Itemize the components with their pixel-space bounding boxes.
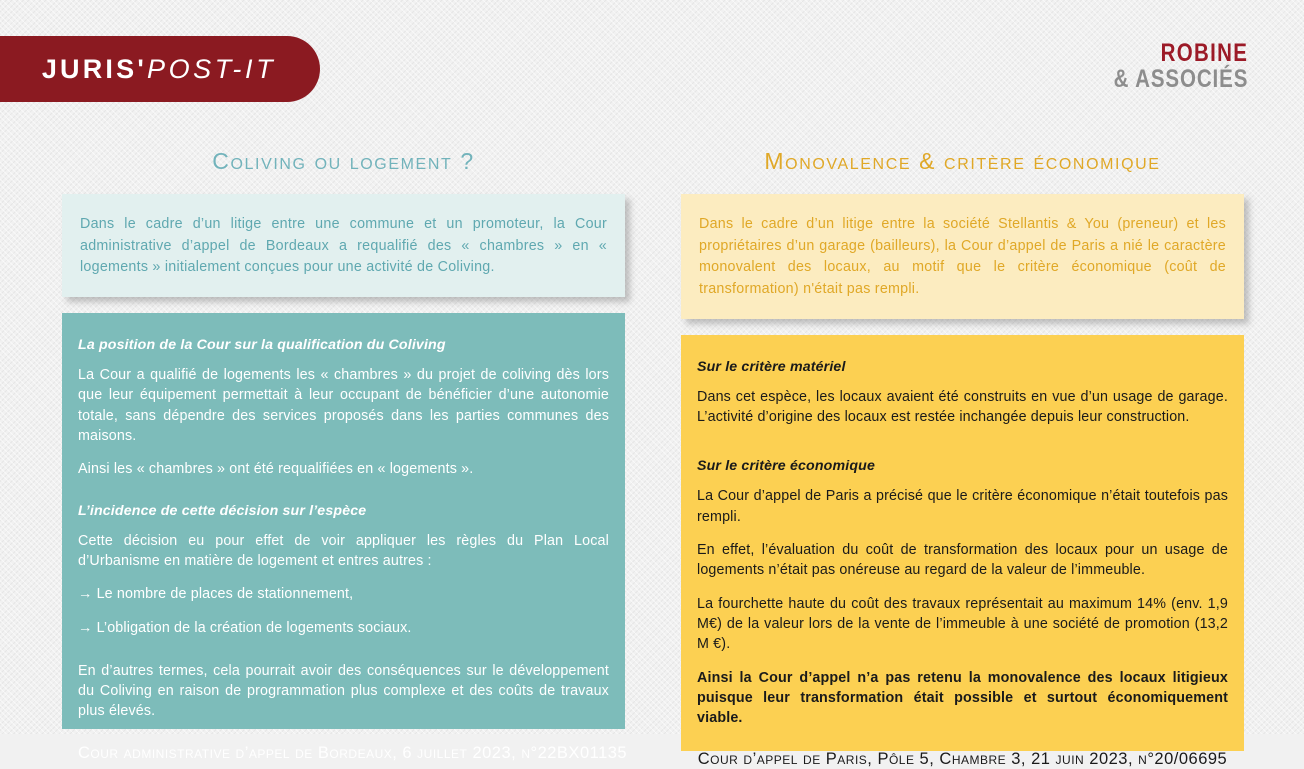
right-section2-para2: En effet, l’évaluation du coût de transformation des locaux pour un usage de logements n’était pas onéreuse au regard de la valeur de l’immeuble. (697, 542, 1228, 579)
left-bullet-2: → L’obligation de la création de logements sociaux. (78, 619, 412, 636)
right-column-title: Monovalence & critère économique (764, 148, 1161, 174)
right-section1-para1: Dans cet espèce, les locaux avaient été construits en vue d’un usage de garage. L’activité d’origine des locaux est restée inchangée depuis leur construction. (697, 388, 1228, 426)
left-section1-para1: La Cour a qualifié de logements les « chambres » du projet de coliving dès lors que leur équipement permettait à leur occupant de bénéficier d’une autonomie totale, sans dépendre des services proposés dans les parties communes des maisons. (78, 367, 609, 445)
right-conclusion: Ainsi la Cour d’appel n’a pas retenu la monovalence des locaux litigieux puisque leur transformation était possible et surtout économiquement viable. (697, 669, 1228, 727)
left-section2-heading: L’incidence de cette décision sur l’espèce (78, 502, 367, 519)
banner-title-italic: POST-IT (146, 53, 277, 84)
left-intro-box: Dans le cadre d’un litige entre une commune et un promoteur, la Cour administrative d’appel de Bordeaux a requalifié des « chambres » en « logements » initialement conçues pour une activité de Coliving. (62, 194, 625, 297)
right-spacer-1 (697, 440, 1228, 458)
left-main-panel (62, 313, 628, 762)
right-intro-box: Dans le cadre d’un litige entre la société Stellantis & You (preneur) et les propriétaires d’un garage (bailleurs), la Cour d’appel de Paris a nié le caractère monovalent des locaux, au motif que le critère économique (coût de transformation) n'était pas rempli. (681, 194, 1244, 319)
left-spacer-1 (78, 493, 609, 503)
left-column (62, 138, 628, 762)
right-main-panel (681, 335, 1244, 769)
left-bullet-1: → Le nombre de places de stationnement, (78, 586, 354, 603)
left-spacer-2 (78, 651, 609, 661)
right-section1-heading: Sur le critère matériel (697, 358, 846, 375)
banner-title-bold: JURIS' (41, 53, 147, 84)
left-section1-heading: La position de la Cour sur la qualification du Coliving (78, 337, 446, 354)
right-citation: Cour d’appel de Paris, Pôle 5, Chambre 3, 21 juin 2023, n°20/06695 (697, 750, 1228, 769)
juris-postit-banner (0, 36, 320, 102)
right-section2-para1: La Cour d’appel de Paris a précisé que le critère économique n’était toutefois pas rempli. (697, 488, 1228, 525)
left-section2-para1: Cette décision eu pour effet de voir appliquer les règles du Plan Local d’Urbanisme en matière de logement et entres autres : (78, 532, 609, 569)
firm-logo-subtitle: & ASSOCIÉS (1113, 65, 1248, 93)
right-section2-heading: Sur le critère économique (697, 458, 875, 475)
left-column-title: Coliving ou logement ? (212, 148, 475, 174)
right-column (681, 138, 1244, 769)
left-citation: Cour administrative d’appel de Bordeaux, 6 juillet 2023, n°22BX01135 (78, 743, 628, 762)
left-section2-para2: En d’autres termes, cela pourrait avoir des conséquences sur le développement du Coliving en raison de programmation plus complexe et des coûts de travaux plus élevés. (78, 662, 609, 720)
firm-logo-name: ROBINE (1160, 39, 1248, 67)
right-section2-para3: La fourchette haute du coût des travaux représentait au maximum 14% (env. 1,9 M€) de la valeur lors de la vente de l’immeuble à une société de promotion (13,2 M €). (697, 595, 1228, 653)
left-section1-para2: Ainsi les « chambres » ont été requalifiées en « logements ». (78, 461, 474, 478)
banner-title (42, 54, 276, 85)
firm-logo (1084, 40, 1248, 92)
